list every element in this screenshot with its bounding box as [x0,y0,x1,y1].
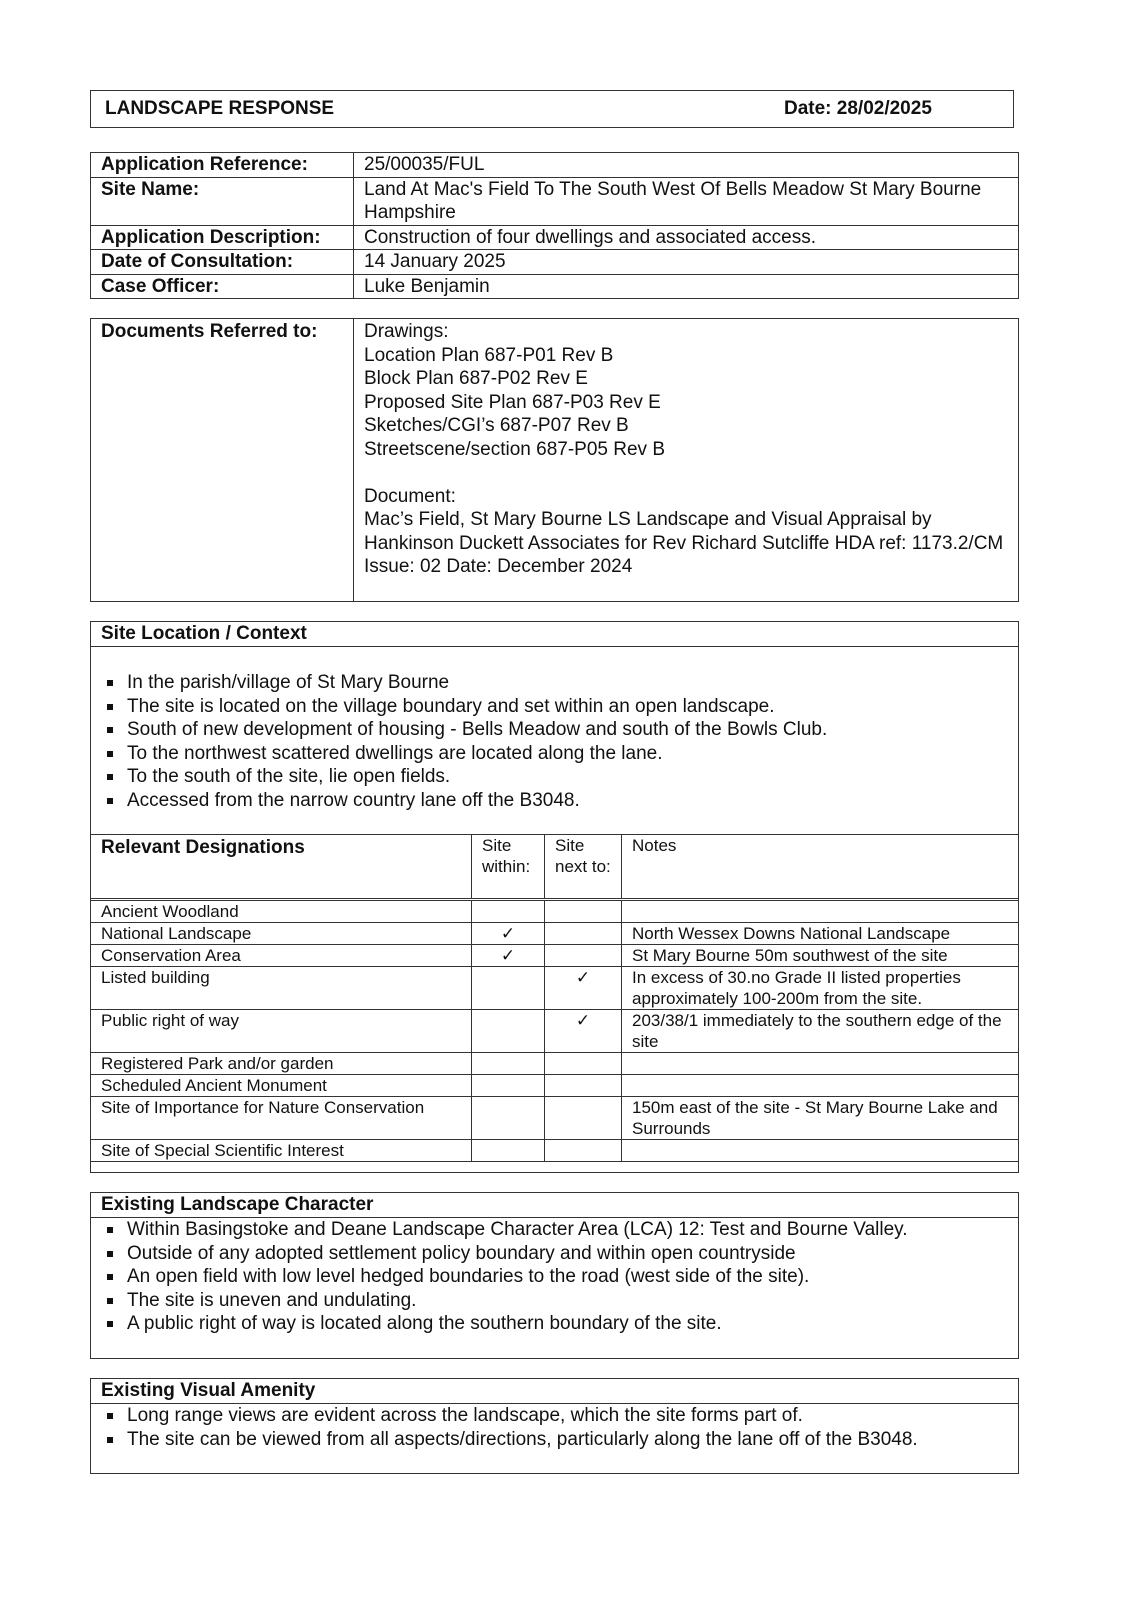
site-next-to-check [545,945,622,967]
bullet-item: South of new development of housing - Bells Meadow and south of the Bowls Club. [91,718,1018,742]
notes-header: Notes [622,835,1019,900]
drawings-heading: Drawings: [364,321,449,342]
documents-table [90,318,1019,602]
info-label: Case Officer: [91,274,354,299]
application-info-table [90,152,1019,299]
bullet-item: Long range views are evident across the landscape, which the site forms part of. [91,1404,1018,1428]
drawing-item: Sketches/CGI’s 687-P07 Rev B [364,415,629,436]
bullet-item: To the northwest scattered dwellings are located along the lane. [91,742,1018,766]
document-header [90,90,1014,128]
bullet-item: An open field with low level hedged boundaries to the road (west side of the site). [91,1265,1018,1289]
designation-notes [622,1053,1019,1075]
info-row [91,177,1019,225]
bullet-item: To the south of the site, lie open fields. [91,765,1018,789]
info-value: Construction of four dwellings and associated access. [354,225,1019,250]
drawing-item: Streetscene/section 687-P05 Rev B [364,438,666,460]
designations-heading: Relevant Designations [91,835,472,900]
site-within-check: ✓ [472,945,545,967]
site-next-to-check [545,1097,622,1140]
site-within-check: ✓ [472,923,545,945]
landscape-character-section [90,1192,1019,1359]
site-next-to-check [545,923,622,945]
document-date: Date: 28/02/2025 [784,98,932,119]
document-title: LANDSCAPE RESPONSE [105,98,335,119]
info-row [91,274,1019,299]
designation-row [91,1140,1019,1162]
bullet-item: The site is located on the village boundary and set within an open landscape. [91,695,1018,719]
visual-amenity-section [90,1378,1019,1474]
landscape-character-heading: Existing Landscape Character [91,1193,1018,1218]
site-within-check [472,1010,545,1053]
designation-row [91,967,1019,1010]
visual-amenity-list [91,1404,1018,1451]
document-text: Mac’s Field, St Mary Bourne LS Landscape and Visual Appraisal by Hankinson Duckett Associates for Rev Richard Sutcliffe HDA ref: 1173.2/CM Issue: 02 Date: December 2024 [364,509,1004,577]
designations-table [90,834,1019,1162]
info-label: Date of Consultation: [91,250,354,275]
site-location-section [90,621,1019,1173]
designation-name: Scheduled Ancient Monument [91,1075,472,1097]
site-location-list [91,671,1018,812]
designation-notes: 203/38/1 immediately to the southern edge of the site [622,1010,1019,1053]
info-value: 14 January 2025 [354,250,1019,275]
bullet-item: Accessed from the narrow country lane off the B3048. [91,789,1018,813]
designation-notes [622,1140,1019,1162]
visual-amenity-heading: Existing Visual Amenity [91,1379,1018,1404]
designation-notes [622,1075,1019,1097]
site-next-to-check: ✓ [545,1010,622,1053]
designation-row [91,1053,1019,1075]
info-row [91,225,1019,250]
designation-name: National Landscape [91,923,472,945]
info-label: Application Description: [91,225,354,250]
designation-row [91,900,1019,923]
bullet-item: The site can be viewed from all aspects/directions, particularly along the lane off of the B3048. [91,1428,1018,1452]
site-next-to-check: ✓ [545,967,622,1010]
drawing-item: Block Plan 687-P02 Rev E [364,368,588,389]
designation-name: Ancient Woodland [91,900,472,923]
designation-name: Listed building [91,967,472,1010]
site-within-check [472,967,545,1010]
designation-name: Conservation Area [91,945,472,967]
designation-notes: 150m east of the site - St Mary Bourne Lake and Surrounds [622,1097,1019,1140]
info-value: Land At Mac's Field To The South West Of Bells Meadow St Mary Bourne Hampshire [354,177,1019,225]
documents-label: Documents Referred to: [91,319,354,602]
designation-notes: North Wessex Downs National Landscape [622,923,1019,945]
site-next-to-check [545,1140,622,1162]
info-value: 25/00035/FUL [354,153,1019,178]
designation-row [91,945,1019,967]
bullet-item: Within Basingstoke and Deane Landscape Character Area (LCA) 12: Test and Bourne Valley. [91,1218,1018,1242]
designation-notes: In excess of 30.no Grade II listed properties approximately 100-200m from the site. [622,967,1019,1010]
drawings-list [364,344,1008,462]
bullet-item: In the parish/village of St Mary Bourne [91,671,1018,695]
document-heading: Document: [364,485,456,507]
info-row [91,250,1019,275]
site-next-to-check [545,1075,622,1097]
info-value: Luke Benjamin [354,274,1019,299]
bullet-item: The site is uneven and undulating. [91,1289,1018,1313]
bullet-item: A public right of way is located along the southern boundary of the site. [91,1312,1018,1336]
site-within-check [472,1097,545,1140]
site-within-check [472,900,545,923]
designation-name: Registered Park and/or garden [91,1053,472,1075]
landscape-character-list [91,1218,1018,1336]
info-row [91,153,1019,178]
site-within-check [472,1075,545,1097]
site-within-check [472,1053,545,1075]
site-next-to-header: Site next to: [545,835,622,900]
designation-row [91,1010,1019,1053]
bullet-item: Outside of any adopted settlement policy boundary and within open countryside [91,1242,1018,1266]
designation-name: Site of Special Scientific Interest [91,1140,472,1162]
site-next-to-check [545,1053,622,1075]
site-within-check [472,1140,545,1162]
drawing-item: Location Plan 687-P01 Rev B [364,344,614,366]
designation-name: Public right of way [91,1010,472,1053]
site-location-heading: Site Location / Context [91,622,1018,647]
designation-row [91,1097,1019,1140]
designation-name: Site of Importance for Nature Conservation [91,1097,472,1140]
site-within-header: Site within: [472,835,545,900]
designation-row [91,923,1019,945]
designation-notes [622,900,1019,923]
site-next-to-check [545,900,622,923]
designation-row [91,1075,1019,1097]
info-label: Site Name: [91,177,354,225]
designation-notes: St Mary Bourne 50m southwest of the site [622,945,1019,967]
drawing-item: Proposed Site Plan 687-P03 Rev E [364,391,661,413]
info-label: Application Reference: [91,153,354,178]
